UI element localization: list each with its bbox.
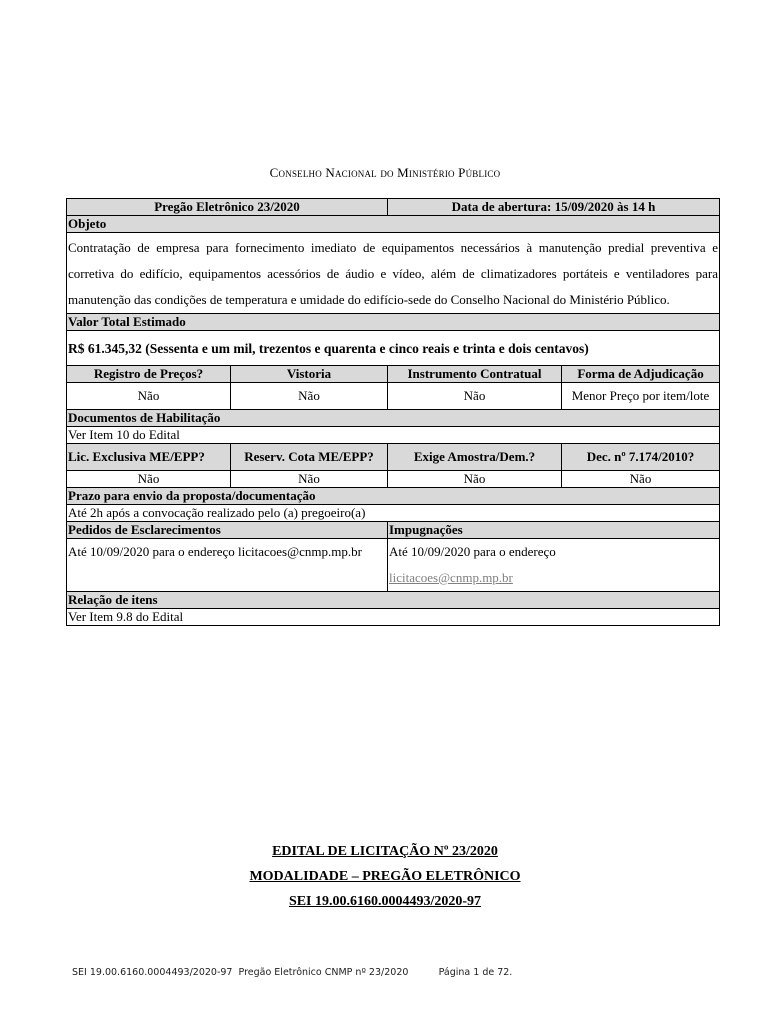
modalidade-title: MODALIDADE – PREGÃO ELETRÔNICO: [249, 869, 521, 884]
relacao-label: Relação de itens: [67, 592, 720, 609]
table-row: [67, 522, 720, 539]
impugnacoes-label: Impugnações: [388, 522, 720, 539]
decreto-header: Dec. nº 7.174/2010?: [562, 444, 720, 471]
table-row: [67, 383, 720, 410]
table-row: [67, 366, 720, 383]
organization-title: [0, 165, 770, 181]
table-row: [67, 331, 720, 366]
table-row: [67, 505, 720, 522]
relacao-text: Ver Item 9.8 do Edital: [67, 609, 720, 626]
docs-text: Ver Item 10 do Edital: [67, 427, 720, 444]
table-row: [67, 216, 720, 233]
table-row: [67, 233, 720, 314]
amostra-value: Não: [388, 471, 562, 488]
adjudicacao-header: Forma de Adjudicação: [562, 366, 720, 383]
table-row: [67, 199, 720, 216]
edital-title: EDITAL DE LICITAÇÃO Nº 23/2020: [272, 844, 498, 859]
valor-text: R$ 61.345,32 (Sessenta e um mil, trezentos e quarenta e cinco reais e trinta e dois centavos): [67, 331, 720, 366]
abertura-cell: Data de abertura: 15/09/2020 às 14 h: [388, 199, 720, 216]
table-row: [67, 539, 720, 592]
objeto-label: Objeto: [67, 216, 720, 233]
organization-name: Conselho Nacional do Ministério Público: [269, 165, 501, 180]
prazo-text: Até 2h após a convocação realizado pelo (a) pregoeiro(a): [67, 505, 720, 522]
valor-label: Valor Total Estimado: [67, 314, 720, 331]
prazo-label: Prazo para envio da proposta/documentação: [67, 488, 720, 505]
table-row: [67, 592, 720, 609]
table-row: [67, 314, 720, 331]
docs-label: Documentos de Habilitação: [67, 410, 720, 427]
reserva-cota-value: Não: [231, 471, 388, 488]
pregao-cell: Pregão Eletrônico 23/2020: [67, 199, 388, 216]
page-footer: SEI 19.00.6160.0004493/2020-97 Pregão Eletrônico CNMP nº 23/2020 Página 1 de 72.: [72, 967, 513, 978]
impugnacoes-text: Até 10/09/2020 para o endereço: [389, 544, 556, 559]
impugnacoes-cell: [388, 539, 720, 592]
decreto-value: Não: [562, 471, 720, 488]
registro-precos-header: Registro de Preços?: [67, 366, 231, 383]
table-row: [67, 444, 720, 471]
pedidos-text: Até 10/09/2020 para o endereço licitacoes@cnmp.mp.br: [67, 539, 388, 592]
registro-precos-value: Não: [67, 383, 231, 410]
exclusiva-header: Lic. Exclusiva ME/EPP?: [67, 444, 231, 471]
vistoria-header: Vistoria: [231, 366, 388, 383]
sei-number: SEI 19.00.6160.0004493/2020-97: [288, 894, 482, 909]
pedidos-label: Pedidos de Esclarecimentos: [67, 522, 388, 539]
table-row: [67, 427, 720, 444]
table-row: [67, 488, 720, 505]
objeto-text: Contratação de empresa para fornecimento imediato de equipamentos necessários à manutenção predial preventiva e corretiva do edifício, equipamentos acessórios de áudio e vídeo, além de climatizadores portáteis e ventiladores para manutenção das condições de temperatura e umidade do edifício-sede do Conselho Nacional do Ministério Público.: [67, 233, 720, 314]
vistoria-value: Não: [231, 383, 388, 410]
summary-table: [66, 198, 720, 626]
amostra-header: Exige Amostra/Dem.?: [388, 444, 562, 471]
table-row: [67, 471, 720, 488]
impugnacoes-email-link[interactable]: licitacoes@cnmp.mp.br: [389, 570, 513, 585]
instrumento-value: Não: [388, 383, 562, 410]
exclusiva-value: Não: [67, 471, 231, 488]
adjudicacao-value: Menor Preço por item/lote: [562, 383, 720, 410]
table-row: [67, 609, 720, 626]
instrumento-header: Instrumento Contratual: [388, 366, 562, 383]
reserva-cota-header: Reserv. Cota ME/EPP?: [231, 444, 388, 471]
table-row: [67, 410, 720, 427]
